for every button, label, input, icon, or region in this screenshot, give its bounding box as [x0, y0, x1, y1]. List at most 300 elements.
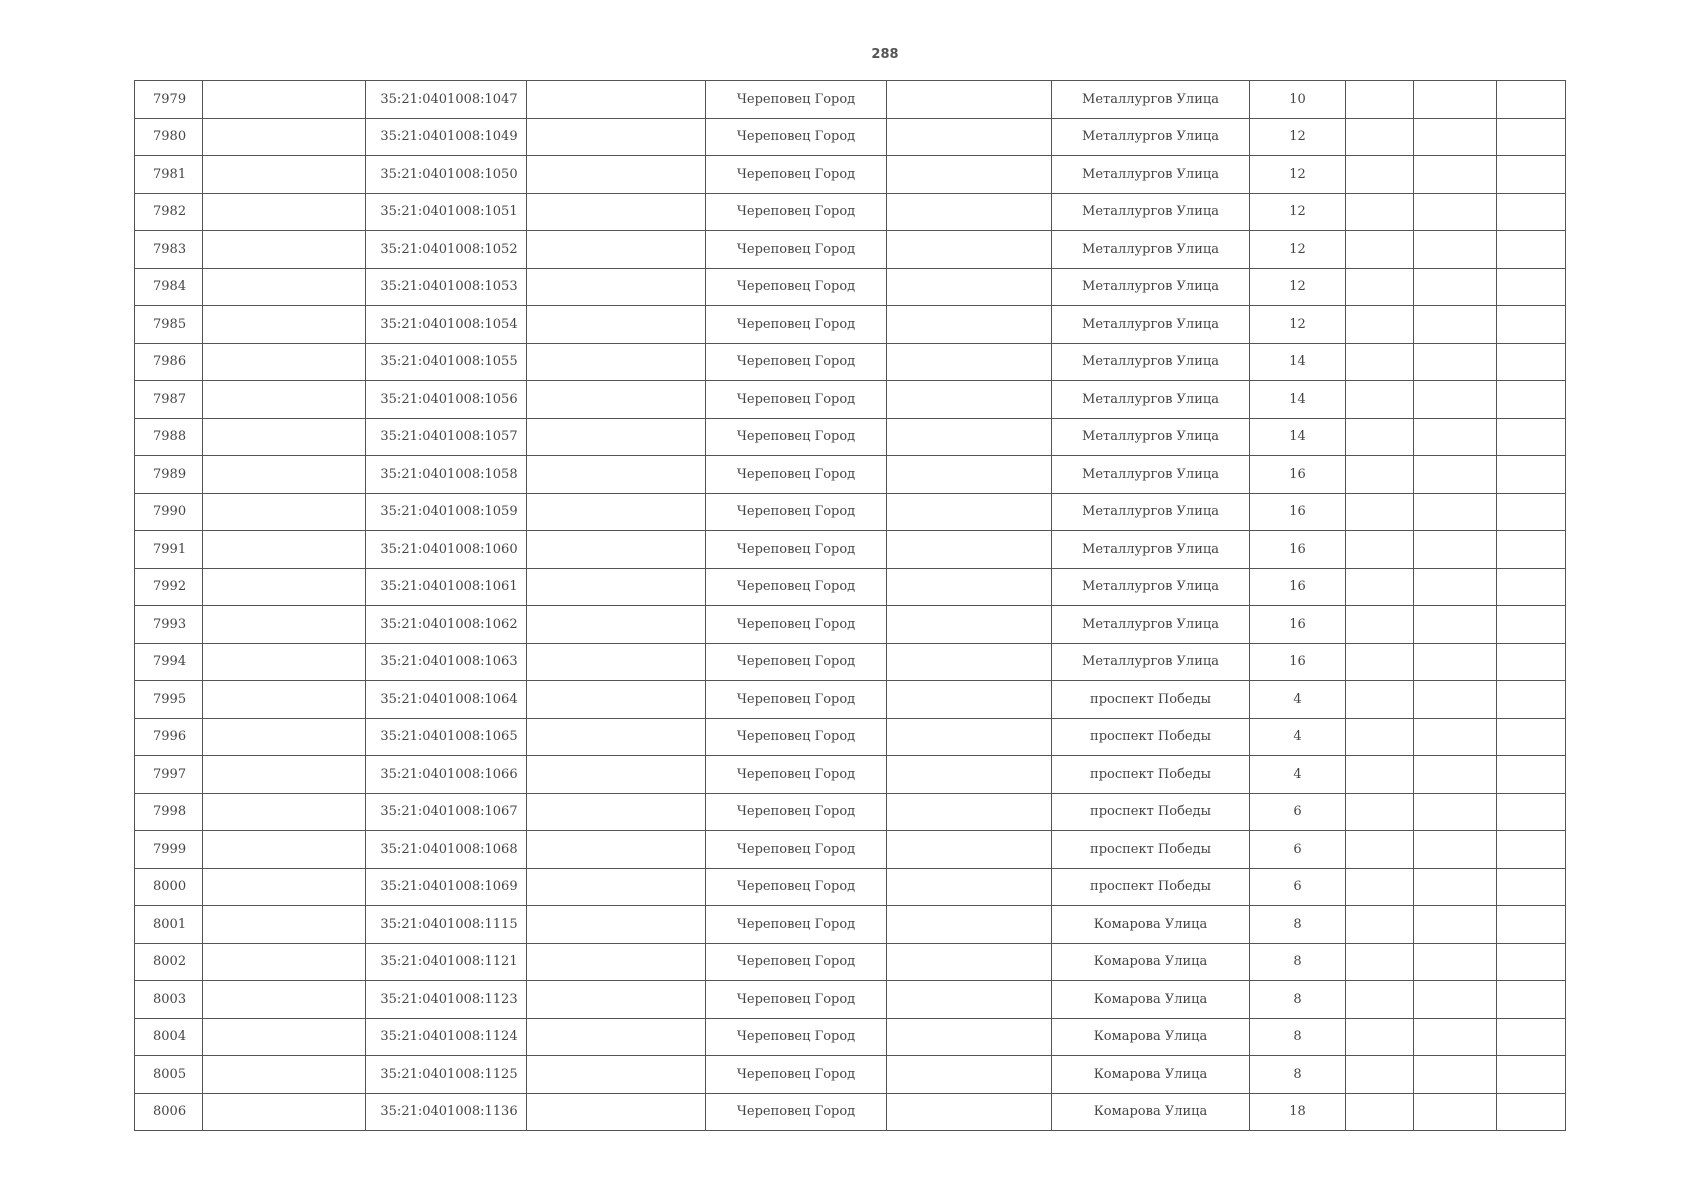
house-number-cell: 10 [1250, 81, 1346, 119]
table-row [135, 493, 1566, 531]
street-cell: Металлургов Улица [1052, 568, 1250, 606]
row-number-cell: 8002 [135, 943, 203, 981]
empty-cell [1346, 381, 1414, 419]
table-row [135, 681, 1566, 719]
empty-cell [1414, 1018, 1497, 1056]
empty-cell [527, 493, 706, 531]
table-row [135, 343, 1566, 381]
empty-cell [1346, 981, 1414, 1019]
empty-cell [1346, 156, 1414, 194]
empty-cell [203, 568, 366, 606]
empty-cell [1346, 493, 1414, 531]
city-cell: Череповец Город [706, 1018, 887, 1056]
row-number-cell: 7989 [135, 456, 203, 494]
cadastral-number-cell: 35:21:0401008:1136 [366, 1093, 527, 1131]
cadastral-number-cell: 35:21:0401008:1064 [366, 681, 527, 719]
house-number-cell: 14 [1250, 418, 1346, 456]
empty-cell [203, 343, 366, 381]
table-row [135, 906, 1566, 944]
city-cell: Череповец Город [706, 793, 887, 831]
empty-cell [1497, 381, 1566, 419]
table-row [135, 568, 1566, 606]
table-row [135, 81, 1566, 119]
empty-cell [887, 868, 1052, 906]
city-cell: Череповец Город [706, 943, 887, 981]
empty-cell [1346, 81, 1414, 119]
street-cell: проспект Победы [1052, 681, 1250, 719]
table-body [135, 81, 1566, 1131]
empty-cell [1346, 1056, 1414, 1094]
empty-cell [1346, 118, 1414, 156]
empty-cell [1497, 456, 1566, 494]
empty-cell [527, 906, 706, 944]
empty-cell [1497, 831, 1566, 869]
empty-cell [887, 81, 1052, 119]
empty-cell [203, 1056, 366, 1094]
empty-cell [527, 531, 706, 569]
empty-cell [527, 793, 706, 831]
empty-cell [1497, 493, 1566, 531]
empty-cell [1346, 306, 1414, 344]
empty-cell [887, 756, 1052, 794]
empty-cell [1497, 1093, 1566, 1131]
empty-cell [887, 643, 1052, 681]
city-cell: Череповец Город [706, 681, 887, 719]
city-cell: Череповец Город [706, 156, 887, 194]
row-number-cell: 7985 [135, 306, 203, 344]
house-number-cell: 8 [1250, 943, 1346, 981]
city-cell: Череповец Город [706, 643, 887, 681]
empty-cell [1346, 268, 1414, 306]
street-cell: Металлургов Улица [1052, 606, 1250, 644]
row-number-cell: 7990 [135, 493, 203, 531]
table-row [135, 793, 1566, 831]
empty-cell [527, 231, 706, 269]
empty-cell [887, 943, 1052, 981]
empty-cell [1414, 118, 1497, 156]
empty-cell [887, 793, 1052, 831]
row-number-cell: 7983 [135, 231, 203, 269]
empty-cell [1414, 418, 1497, 456]
empty-cell [1414, 943, 1497, 981]
empty-cell [1497, 1018, 1566, 1056]
house-number-cell: 8 [1250, 906, 1346, 944]
empty-cell [527, 156, 706, 194]
empty-cell [887, 981, 1052, 1019]
row-number-cell: 7998 [135, 793, 203, 831]
street-cell: проспект Победы [1052, 793, 1250, 831]
house-number-cell: 8 [1250, 1018, 1346, 1056]
city-cell: Череповец Город [706, 456, 887, 494]
house-number-cell: 8 [1250, 981, 1346, 1019]
house-number-cell: 12 [1250, 156, 1346, 194]
empty-cell [887, 456, 1052, 494]
empty-cell [1497, 606, 1566, 644]
cadastral-number-cell: 35:21:0401008:1065 [366, 718, 527, 756]
empty-cell [1346, 681, 1414, 719]
empty-cell [527, 306, 706, 344]
empty-cell [887, 381, 1052, 419]
table-row [135, 1093, 1566, 1131]
page-number: 288 [871, 47, 899, 62]
table-row [135, 606, 1566, 644]
empty-cell [1414, 568, 1497, 606]
cadastral-number-cell: 35:21:0401008:1066 [366, 756, 527, 794]
cadastral-number-cell: 35:21:0401008:1125 [366, 1056, 527, 1094]
street-cell: Комарова Улица [1052, 981, 1250, 1019]
empty-cell [1346, 531, 1414, 569]
empty-cell [527, 1018, 706, 1056]
table-row [135, 981, 1566, 1019]
street-cell: Комарова Улица [1052, 1018, 1250, 1056]
city-cell: Череповец Город [706, 831, 887, 869]
house-number-cell: 18 [1250, 1093, 1346, 1131]
city-cell: Череповец Город [706, 981, 887, 1019]
empty-cell [1346, 568, 1414, 606]
empty-cell [527, 981, 706, 1019]
empty-cell [203, 156, 366, 194]
cadastral-number-cell: 35:21:0401008:1063 [366, 643, 527, 681]
empty-cell [1497, 906, 1566, 944]
empty-cell [527, 868, 706, 906]
house-number-cell: 4 [1250, 718, 1346, 756]
house-number-cell: 6 [1250, 831, 1346, 869]
registry-table [134, 80, 1566, 1131]
empty-cell [203, 381, 366, 419]
city-cell: Череповец Город [706, 268, 887, 306]
street-cell: Металлургов Улица [1052, 643, 1250, 681]
empty-cell [1414, 343, 1497, 381]
row-number-cell: 8006 [135, 1093, 203, 1131]
cadastral-number-cell: 35:21:0401008:1121 [366, 943, 527, 981]
empty-cell [203, 268, 366, 306]
empty-cell [887, 231, 1052, 269]
empty-cell [1346, 1018, 1414, 1056]
row-number-cell: 7986 [135, 343, 203, 381]
house-number-cell: 12 [1250, 118, 1346, 156]
cadastral-number-cell: 35:21:0401008:1060 [366, 531, 527, 569]
street-cell: проспект Победы [1052, 718, 1250, 756]
empty-cell [1414, 156, 1497, 194]
empty-cell [527, 1056, 706, 1094]
empty-cell [1497, 568, 1566, 606]
cadastral-number-cell: 35:21:0401008:1057 [366, 418, 527, 456]
row-number-cell: 7994 [135, 643, 203, 681]
city-cell: Череповец Город [706, 868, 887, 906]
house-number-cell: 14 [1250, 343, 1346, 381]
house-number-cell: 16 [1250, 606, 1346, 644]
table-row [135, 718, 1566, 756]
table-row [135, 531, 1566, 569]
cadastral-number-cell: 35:21:0401008:1055 [366, 343, 527, 381]
house-number-cell: 4 [1250, 756, 1346, 794]
empty-cell [1414, 493, 1497, 531]
empty-cell [1346, 793, 1414, 831]
cadastral-number-cell: 35:21:0401008:1115 [366, 906, 527, 944]
street-cell: Металлургов Улица [1052, 306, 1250, 344]
empty-cell [1346, 193, 1414, 231]
empty-cell [1346, 868, 1414, 906]
cadastral-number-cell: 35:21:0401008:1053 [366, 268, 527, 306]
empty-cell [203, 193, 366, 231]
street-cell: Металлургов Улица [1052, 418, 1250, 456]
empty-cell [1346, 718, 1414, 756]
row-number-cell: 7999 [135, 831, 203, 869]
table-row [135, 456, 1566, 494]
street-cell: Комарова Улица [1052, 943, 1250, 981]
empty-cell [887, 1056, 1052, 1094]
row-number-cell: 7997 [135, 756, 203, 794]
cadastral-number-cell: 35:21:0401008:1069 [366, 868, 527, 906]
city-cell: Череповец Город [706, 906, 887, 944]
empty-cell [887, 1093, 1052, 1131]
table-row [135, 268, 1566, 306]
city-cell: Череповец Город [706, 81, 887, 119]
cadastral-number-cell: 35:21:0401008:1052 [366, 231, 527, 269]
empty-cell [887, 268, 1052, 306]
empty-cell [527, 118, 706, 156]
empty-cell [1414, 231, 1497, 269]
empty-cell [203, 531, 366, 569]
house-number-cell: 12 [1250, 268, 1346, 306]
empty-cell [887, 418, 1052, 456]
city-cell: Череповец Город [706, 231, 887, 269]
empty-cell [1346, 343, 1414, 381]
house-number-cell: 12 [1250, 306, 1346, 344]
street-cell: Комарова Улица [1052, 1056, 1250, 1094]
city-cell: Череповец Город [706, 1056, 887, 1094]
street-cell: Металлургов Улица [1052, 381, 1250, 419]
table-row [135, 1018, 1566, 1056]
empty-cell [203, 306, 366, 344]
empty-cell [1497, 268, 1566, 306]
empty-cell [1414, 81, 1497, 119]
table-row [135, 1056, 1566, 1094]
house-number-cell: 12 [1250, 193, 1346, 231]
house-number-cell: 16 [1250, 456, 1346, 494]
table-row [135, 156, 1566, 194]
empty-cell [527, 81, 706, 119]
empty-cell [1414, 981, 1497, 1019]
cadastral-number-cell: 35:21:0401008:1062 [366, 606, 527, 644]
house-number-cell: 16 [1250, 531, 1346, 569]
street-cell: Металлургов Улица [1052, 343, 1250, 381]
empty-cell [1414, 906, 1497, 944]
empty-cell [527, 606, 706, 644]
empty-cell [1497, 1056, 1566, 1094]
empty-cell [203, 793, 366, 831]
row-number-cell: 8001 [135, 906, 203, 944]
empty-cell [1497, 681, 1566, 719]
street-cell: Металлургов Улица [1052, 456, 1250, 494]
empty-cell [1414, 1093, 1497, 1131]
street-cell: Металлургов Улица [1052, 493, 1250, 531]
empty-cell [203, 81, 366, 119]
empty-cell [1346, 943, 1414, 981]
empty-cell [1346, 606, 1414, 644]
row-number-cell: 7981 [135, 156, 203, 194]
empty-cell [887, 568, 1052, 606]
empty-cell [203, 831, 366, 869]
empty-cell [203, 906, 366, 944]
table-row [135, 418, 1566, 456]
empty-cell [1346, 456, 1414, 494]
empty-cell [1414, 643, 1497, 681]
row-number-cell: 7987 [135, 381, 203, 419]
house-number-cell: 6 [1250, 868, 1346, 906]
empty-cell [203, 718, 366, 756]
city-cell: Череповец Город [706, 1093, 887, 1131]
row-number-cell: 8003 [135, 981, 203, 1019]
row-number-cell: 7995 [135, 681, 203, 719]
row-number-cell: 7982 [135, 193, 203, 231]
city-cell: Череповец Город [706, 756, 887, 794]
empty-cell [1414, 381, 1497, 419]
empty-cell [887, 343, 1052, 381]
street-cell: проспект Победы [1052, 868, 1250, 906]
street-cell: Металлургов Улица [1052, 81, 1250, 119]
city-cell: Череповец Город [706, 531, 887, 569]
city-cell: Череповец Город [706, 381, 887, 419]
empty-cell [527, 681, 706, 719]
house-number-cell: 4 [1250, 681, 1346, 719]
empty-cell [887, 493, 1052, 531]
row-number-cell: 7996 [135, 718, 203, 756]
table-row [135, 756, 1566, 794]
table-row [135, 118, 1566, 156]
empty-cell [203, 868, 366, 906]
empty-cell [1346, 643, 1414, 681]
empty-cell [1414, 193, 1497, 231]
cadastral-number-cell: 35:21:0401008:1058 [366, 456, 527, 494]
city-cell: Череповец Город [706, 118, 887, 156]
empty-cell [1497, 868, 1566, 906]
table-row [135, 193, 1566, 231]
house-number-cell: 14 [1250, 381, 1346, 419]
empty-cell [1414, 306, 1497, 344]
empty-cell [1346, 906, 1414, 944]
city-cell: Череповец Город [706, 568, 887, 606]
street-cell: проспект Победы [1052, 831, 1250, 869]
cadastral-number-cell: 35:21:0401008:1056 [366, 381, 527, 419]
empty-cell [203, 1018, 366, 1056]
row-number-cell: 7984 [135, 268, 203, 306]
table-row [135, 643, 1566, 681]
empty-cell [1497, 306, 1566, 344]
empty-cell [1346, 831, 1414, 869]
empty-cell [1414, 531, 1497, 569]
empty-cell [527, 568, 706, 606]
empty-cell [527, 643, 706, 681]
empty-cell [1346, 1093, 1414, 1131]
table-row [135, 868, 1566, 906]
empty-cell [1346, 418, 1414, 456]
empty-cell [887, 681, 1052, 719]
house-number-cell: 16 [1250, 568, 1346, 606]
street-cell: Металлургов Улица [1052, 531, 1250, 569]
street-cell: Металлургов Улица [1052, 268, 1250, 306]
empty-cell [203, 981, 366, 1019]
row-number-cell: 7992 [135, 568, 203, 606]
house-number-cell: 16 [1250, 643, 1346, 681]
row-number-cell: 7991 [135, 531, 203, 569]
row-number-cell: 7993 [135, 606, 203, 644]
empty-cell [1414, 681, 1497, 719]
empty-cell [887, 1018, 1052, 1056]
empty-cell [887, 606, 1052, 644]
empty-cell [527, 343, 706, 381]
empty-cell [1414, 268, 1497, 306]
empty-cell [1497, 718, 1566, 756]
city-cell: Череповец Город [706, 418, 887, 456]
empty-cell [203, 456, 366, 494]
empty-cell [887, 306, 1052, 344]
street-cell: Комарова Улица [1052, 1093, 1250, 1131]
street-cell: Металлургов Улица [1052, 231, 1250, 269]
cadastral-number-cell: 35:21:0401008:1061 [366, 568, 527, 606]
cadastral-number-cell: 35:21:0401008:1051 [366, 193, 527, 231]
cadastral-number-cell: 35:21:0401008:1067 [366, 793, 527, 831]
empty-cell [527, 943, 706, 981]
row-number-cell: 8004 [135, 1018, 203, 1056]
empty-cell [1414, 456, 1497, 494]
empty-cell [527, 268, 706, 306]
empty-cell [527, 831, 706, 869]
cadastral-number-cell: 35:21:0401008:1068 [366, 831, 527, 869]
empty-cell [1414, 1056, 1497, 1094]
empty-cell [203, 493, 366, 531]
empty-cell [203, 643, 366, 681]
cadastral-number-cell: 35:21:0401008:1050 [366, 156, 527, 194]
city-cell: Череповец Город [706, 718, 887, 756]
cadastral-number-cell: 35:21:0401008:1059 [366, 493, 527, 531]
city-cell: Череповец Город [706, 493, 887, 531]
street-cell: Металлургов Улица [1052, 193, 1250, 231]
empty-cell [887, 118, 1052, 156]
empty-cell [527, 1093, 706, 1131]
table-row [135, 831, 1566, 869]
empty-cell [1414, 718, 1497, 756]
empty-cell [1497, 756, 1566, 794]
empty-cell [1497, 418, 1566, 456]
empty-cell [527, 756, 706, 794]
empty-cell [1346, 756, 1414, 794]
street-cell: Металлургов Улица [1052, 118, 1250, 156]
empty-cell [887, 156, 1052, 194]
cadastral-number-cell: 35:21:0401008:1049 [366, 118, 527, 156]
row-number-cell: 7988 [135, 418, 203, 456]
empty-cell [1497, 531, 1566, 569]
empty-cell [1497, 793, 1566, 831]
empty-cell [887, 718, 1052, 756]
empty-cell [887, 831, 1052, 869]
row-number-cell: 8005 [135, 1056, 203, 1094]
row-number-cell: 7979 [135, 81, 203, 119]
house-number-cell: 12 [1250, 231, 1346, 269]
cadastral-number-cell: 35:21:0401008:1054 [366, 306, 527, 344]
empty-cell [203, 943, 366, 981]
city-cell: Череповец Город [706, 193, 887, 231]
empty-cell [527, 456, 706, 494]
empty-cell [527, 193, 706, 231]
empty-cell [1497, 118, 1566, 156]
house-number-cell: 8 [1250, 1056, 1346, 1094]
empty-cell [527, 381, 706, 419]
street-cell: Комарова Улица [1052, 906, 1250, 944]
empty-cell [1414, 831, 1497, 869]
empty-cell [887, 193, 1052, 231]
empty-cell [1497, 193, 1566, 231]
